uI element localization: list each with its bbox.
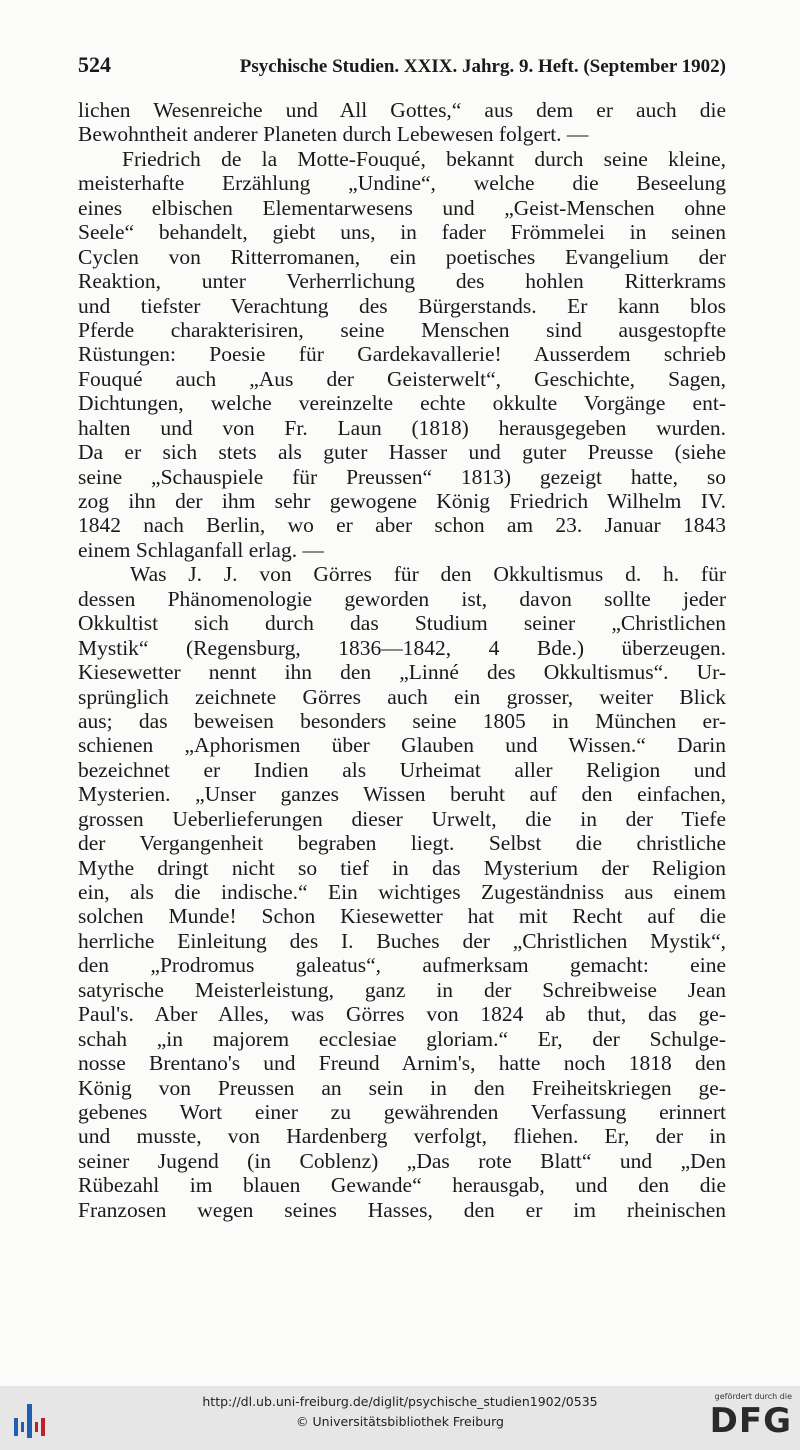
text-line: solchen Munde! Schon Kiesewetter hat mit Recht auf die: [78, 904, 726, 929]
text-line: Bewohntheit anderer Planeten durch Lebewesen folgert. —: [78, 122, 589, 147]
viewer-footer: [0, 1386, 800, 1450]
text-line: grossen Ueberlieferungen dieser Urwelt, die in der Tiefe: [78, 806, 726, 831]
text-line: Dichtungen, welche vereinzelte echte okkulte Vorgänge ent-: [78, 391, 726, 416]
text-line: und tiefster Verachtung des Bürgerstands. Er kann blos: [78, 293, 726, 318]
text-line: herrliche Einleitung des I. Buches der „Christlichen Mystik“,: [78, 928, 726, 953]
page-number: 524: [78, 52, 111, 77]
page-url[interactable]: http://dl.ub.uni-freiburg.de/diglit/psychische_studien1902/0535: [202, 1394, 598, 1409]
text-line: seine „Schauspiele für Preussen“ 1813) gezeigt hatte, so: [78, 464, 726, 489]
dfg-logo: [708, 1392, 792, 1440]
text-line: Da er sich stets als guter Hasser und guter Preusse (siehe: [78, 440, 726, 465]
copyright-note: © Universitätsbibliothek Freiburg: [296, 1414, 504, 1429]
text-line: Seele“ behandelt, giebt uns, in fader Frömmelei in seinen: [78, 220, 726, 245]
text-line: meisterhafte Erzählung „Undine“, welche die Beseelung: [78, 171, 726, 196]
text-line: lichen Wesenreiche und All Gottes,“ aus dem er auch die: [78, 98, 726, 122]
running-header: [78, 52, 726, 78]
text-line: Mythe dringt nicht so tief in das Mysterium der Religion: [78, 855, 726, 880]
text-line: zog ihn der ihm sehr gewogene König Friedrich Wilhelm IV.: [78, 489, 726, 513]
text-line: bezeichnet er Indien als Urheimat aller Religion und: [78, 757, 726, 782]
text-line: seiner Jugend (in Coblenz) „Das rote Blatt“ und „Den: [78, 1148, 726, 1173]
text-line: nosse Brentano's und Freund Arnim's, hatte noch 1818 den: [78, 1051, 726, 1076]
text-line: Fouqué auch „Aus der Geisterwelt“, Geschichte, Sagen,: [78, 366, 726, 391]
text-line: und musste, von Hardenberg verfolgt, fliehen. Er, der in: [78, 1124, 726, 1149]
text-line: aus; das beweisen besonders seine 1805 in München er-: [78, 708, 726, 733]
text-line: einem Schlaganfall erlag. —: [78, 537, 324, 562]
text-line: halten und von Fr. Laun (1818) herausgegeben wurden.: [78, 415, 726, 440]
text-line: satyrische Meisterleistung, ganz in der Schreibweise Jean: [78, 977, 726, 1002]
text-line: eines elbischen Elementarwesens und „Geist-Menschen ohne: [78, 195, 726, 220]
text-line: Cyclen von Ritterromanen, ein poetisches Evangelium der: [78, 244, 726, 269]
text-line: Pferde charakterisiren, seine Menschen sind ausgestopfte: [78, 317, 726, 342]
text-line: Mysterien. „Unser ganzes Wissen beruht auf den einfachen,: [78, 782, 726, 807]
text-line: schah „in majorem ecclesiae gloriam.“ Er, der Schulge-: [78, 1026, 726, 1051]
text-line: der Vergangenheit begraben liegt. Selbst die christliche: [78, 831, 726, 856]
text-line: König von Preussen an sein in den Freiheitskriegen ge-: [78, 1075, 726, 1100]
dfg-logo-text: DFG: [709, 1401, 792, 1441]
text-line: Kiesewetter nennt ihn den „Linné des Okkultismus“. Ur-: [78, 660, 726, 685]
text-line: Was J. J. von Görres für den Okkultismus d. h. für: [130, 562, 726, 587]
text-line: Rüstungen: Poesie für Gardekavallerie! Ausserdem schrieb: [78, 342, 726, 367]
text-line: Okkultist sich durch das Studium seiner „Christlichen: [78, 611, 726, 636]
text-line: sprünglich zeichnete Görres auch ein grosser, weiter Blick: [78, 684, 726, 709]
text-line: den „Prodromus galeatus“, aufmerksam gemacht: eine: [78, 953, 726, 978]
body-text: [78, 98, 726, 1222]
text-line: ein, als die indische.“ Ein wichtiges Zugeständniss aus einem: [78, 880, 726, 904]
text-line: Friedrich de la Motte-Fouqué, bekannt durch seine kleine,: [122, 146, 726, 171]
text-line: dessen Phänomenologie geworden ist, davon sollte jeder: [78, 586, 726, 611]
funding-note: gefördert durch die: [714, 1392, 792, 1401]
text-line: Paul's. Aber Alles, was Görres von 1824 ab thut, das ge-: [78, 1002, 726, 1027]
text-line: Franzosen wegen seines Hasses, den er im rheinischen: [78, 1197, 726, 1222]
text-line: Rübezahl im blauen Gewande“ herausgab, und den die: [78, 1173, 726, 1198]
text-line: 1842 nach Berlin, wo er aber schon am 23. Januar 1843: [78, 513, 726, 538]
text-line: Reaktion, unter Verherrlichung des hohlen Ritterkrams: [78, 269, 726, 294]
text-line: schienen „Aphorismen über Glauben und Wissen.“ Darin: [78, 733, 726, 758]
running-title: Psychische Studien. XXIX. Jahrg. 9. Heft. (September 1902): [239, 56, 726, 77]
text-line: Mystik“ (Regensburg, 1836—1842, 4 Bde.) überzeugen.: [78, 635, 726, 660]
text-line: gebenes Wort einer zu gewährenden Verfassung erinnert: [78, 1099, 726, 1124]
